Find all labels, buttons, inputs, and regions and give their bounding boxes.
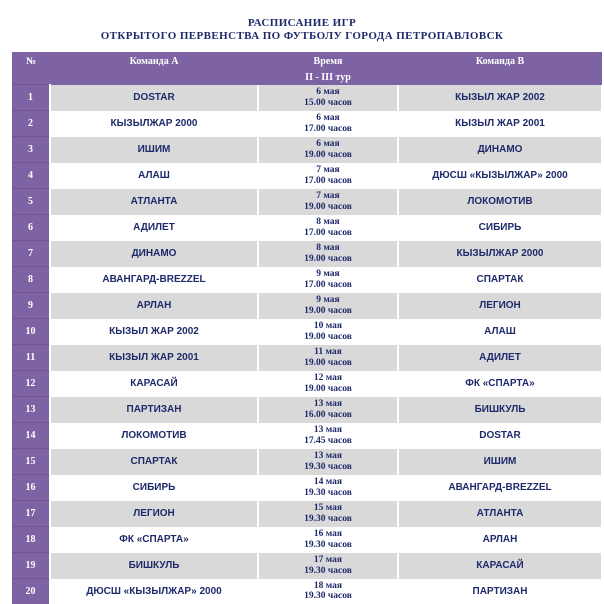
team-a-cell: ЛОКОМОТИВ [50,423,258,449]
match-time: 19.00 часов [304,149,352,160]
match-time: 17.45 часов [304,435,352,446]
match-date: 16 мая [313,529,343,539]
team-a-cell: ФК «СПАРТА» [50,527,258,553]
team-a-cell: DOSTAR [50,85,258,111]
match-time: 15.00 часов [304,97,352,108]
header-time: Время [258,52,398,70]
row-number: 11 [12,345,50,371]
team-b-cell: ИШИМ [398,449,602,475]
match-time: 19.00 часов [304,383,352,394]
table-row [12,267,602,293]
time-cell [258,475,398,501]
row-number: 16 [12,475,50,501]
team-b-cell: ДЮСШ «КЫЗЫЛЖАР» 2000 [398,163,602,189]
team-a-cell: ЛЕГИОН [50,501,258,527]
match-time: 17.00 часов [304,279,352,290]
time-cell [258,501,398,527]
team-b-cell: ЛЕГИОН [398,293,602,319]
table-row [12,85,602,111]
table-row [12,397,602,423]
header-team-a: Команда А [50,52,258,70]
match-time: 19.00 часов [304,357,352,368]
page-subtitle: ОТКРЫТОГО ПЕРВЕНСТВА ПО ФУТБОЛУ ГОРОДА ПЕТРОПАВЛОВСК [100,30,504,42]
match-time: 16.00 часов [304,409,352,420]
match-date: 6 мая [316,87,340,97]
row-number: 4 [12,163,50,189]
match-time: 17.00 часов [304,123,352,134]
time-cell [258,111,398,137]
match-date: 9 мая [316,269,340,279]
time-cell [258,293,398,319]
team-b-cell: АТЛАНТА [398,501,602,527]
match-date: 13 мая [313,451,343,461]
table-row [12,579,602,604]
round-row [12,70,602,85]
row-number: 8 [12,267,50,293]
team-a-cell: ДИНАМО [50,241,258,267]
team-b-cell: БИШКУЛЬ [398,397,602,423]
row-number: 3 [12,137,50,163]
team-b-cell: ПАРТИЗАН [398,579,602,604]
round-number-cell [12,70,50,85]
team-a-cell: ДЮСШ «КЫЗЫЛЖАР» 2000 [50,579,258,604]
row-number: 19 [12,553,50,579]
time-cell [258,423,398,449]
team-a-cell: БИШКУЛЬ [50,553,258,579]
header-team-b: Команда В [398,52,602,70]
team-a-cell: АВАНГАРД-BREZZEL [50,267,258,293]
time-cell [258,189,398,215]
table-row [12,163,602,189]
team-a-cell: АЛАШ [50,163,258,189]
team-a-cell: КЫЗЫЛ ЖАР 2001 [50,345,258,371]
match-date: 9 мая [316,295,340,305]
table-row [12,293,602,319]
team-a-cell: АТЛАНТА [50,189,258,215]
row-number: 5 [12,189,50,215]
match-time: 19.00 часов [304,253,352,264]
team-b-cell: КЫЗЫЛ ЖАР 2001 [398,111,602,137]
match-date: 13 мая [313,399,343,409]
team-a-cell: АРЛАН [50,293,258,319]
header-row [12,52,602,70]
header-number: № [12,52,50,70]
row-number: 14 [12,423,50,449]
row-number: 10 [12,319,50,345]
table-row [12,423,602,449]
team-a-cell: АДИЛЕТ [50,215,258,241]
team-b-cell: КАРАСАЙ [398,553,602,579]
match-time: 19.30 часов [304,591,352,602]
page-title: РАСПИСАНИЕ ИГР [247,17,357,29]
table-row [12,501,602,527]
round-label: II - III тур [258,70,398,85]
table-row [12,215,602,241]
table-row [12,345,602,371]
match-date: 8 мая [316,217,340,227]
time-cell [258,241,398,267]
row-number: 20 [12,579,50,604]
team-b-cell: СИБИРЬ [398,215,602,241]
match-time: 19.30 часов [304,539,352,550]
row-number: 7 [12,241,50,267]
time-cell [258,371,398,397]
row-number: 15 [12,449,50,475]
match-date: 6 мая [316,139,340,149]
team-b-cell: АДИЛЕТ [398,345,602,371]
match-date: 15 мая [313,503,343,513]
table-row [12,137,602,163]
time-cell [258,319,398,345]
match-date: 11 мая [314,347,342,357]
match-date: 12 мая [313,373,343,383]
team-b-cell: ЛОКОМОТИВ [398,189,602,215]
match-time: 19.30 часов [304,513,352,524]
team-b-cell: DOSTAR [398,423,602,449]
time-cell [258,215,398,241]
team-b-cell: КЫЗЫЛЖАР 2000 [398,241,602,267]
time-cell [258,137,398,163]
match-time: 19.30 часов [304,565,352,576]
team-b-cell: АВАНГАРД-BREZZEL [398,475,602,501]
match-time: 19.00 часов [304,201,352,212]
row-number: 9 [12,293,50,319]
match-time: 19.00 часов [304,331,352,342]
row-number: 13 [12,397,50,423]
table-row [12,527,602,553]
team-a-cell: КАРАСАЙ [50,371,258,397]
match-date: 14 мая [313,477,343,487]
table-row [12,449,602,475]
time-cell [258,345,398,371]
team-b-cell: ДИНАМО [398,137,602,163]
row-number: 12 [12,371,50,397]
team-b-cell: СПАРТАК [398,267,602,293]
team-a-cell: КЫЗЫЛЖАР 2000 [50,111,258,137]
match-date: 7 мая [316,165,340,175]
time-cell [258,527,398,553]
time-cell [258,85,398,111]
table-row [12,475,602,501]
match-date: 13 мая [313,425,343,435]
row-number: 17 [12,501,50,527]
team-a-cell: ПАРТИЗАН [50,397,258,423]
match-time: 19.30 часов [304,487,352,498]
match-time: 19.00 часов [304,305,352,316]
time-cell [258,397,398,423]
time-cell [258,579,398,604]
match-time: 17.00 часов [304,175,352,186]
team-b-cell: АЛАШ [398,319,602,345]
team-b-cell: ФК «СПАРТА» [398,371,602,397]
row-number: 18 [12,527,50,553]
table-row [12,553,602,579]
team-a-cell: КЫЗЫЛ ЖАР 2002 [50,319,258,345]
team-a-cell: СПАРТАК [50,449,258,475]
match-date: 10 мая [313,321,343,331]
match-time: 17.00 часов [304,227,352,238]
team-a-cell: СИБИРЬ [50,475,258,501]
table-row [12,371,602,397]
schedule-table [12,52,603,604]
match-date: 8 мая [316,243,340,253]
match-date: 7 мая [316,191,340,201]
time-cell [258,163,398,189]
time-cell [258,553,398,579]
time-cell [258,449,398,475]
table-row [12,189,602,215]
round-spacer-a [50,70,258,85]
match-date: 18 мая [313,580,343,591]
match-date: 17 мая [313,555,343,565]
match-date: 6 мая [316,113,340,123]
time-cell [258,267,398,293]
row-number: 2 [12,111,50,137]
match-time: 19.30 часов [304,461,352,472]
team-b-cell: АРЛАН [398,527,602,553]
round-spacer-b [398,70,602,85]
table-row [12,319,602,345]
table-row [12,111,602,137]
row-number: 6 [12,215,50,241]
row-number: 1 [12,85,50,111]
table-row [12,241,602,267]
team-b-cell: КЫЗЫЛ ЖАР 2002 [398,85,602,111]
team-a-cell: ИШИМ [50,137,258,163]
